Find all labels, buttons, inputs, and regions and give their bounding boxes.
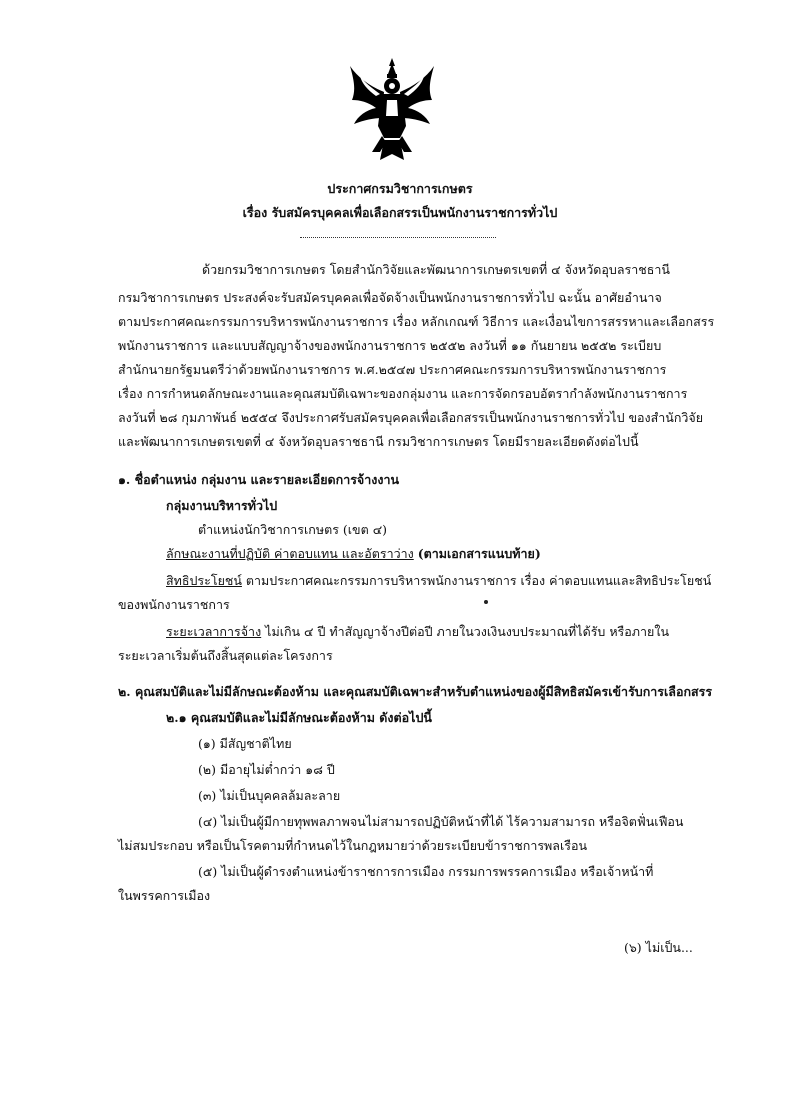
- duties-label: ลักษณะงานที่ปฏิบัติ ค่าตอบแทน และอัตราว่าง: [166, 546, 414, 561]
- job-position: ตำแหน่งนักวิชาการเกษตร (เขต ๔): [198, 522, 388, 537]
- intro-line: เรื่อง การกำหนดลักษณะงานและคุณสมบัติเฉพาะของกลุ่มงาน และการจัดกรอบอัตรากำลังพนักงานราชการ: [118, 386, 688, 401]
- benefits-line: [166, 573, 711, 589]
- period-text: ไม่เกิน ๔ ปี ทำสัญญาจ้างปีต่อปี ภายในวงเงินงบประมาณที่ได้รับ หรือภายใน: [265, 624, 670, 639]
- page-continuation: (๖) ไม่เป็น...: [624, 940, 693, 955]
- stray-dot: [484, 600, 488, 604]
- duties-line: [166, 546, 541, 562]
- intro-line: กรมวิชาการเกษตร ประสงค์จะรับสมัครบุคคลเพื่อจัดจ้างเป็นพนักงานราชการทั่วไป ฉะนั้น อาศัยอำนาจ: [118, 290, 662, 305]
- qualification-item-cont: ไม่สมประกอบ หรือเป็นโรคตามที่กำหนดไว้ในกฎหมายว่าด้วยระเบียบข้าราชการพลเรือน: [118, 838, 588, 853]
- benefits-label: สิทธิประโยชน์: [166, 573, 242, 588]
- section2-sub: ๒.๑ คุณสมบัติและไม่มีลักษณะต้องห้าม ดังต่อไปนี้: [166, 710, 432, 725]
- section1-heading: ๑. ชื่อตำแหน่ง กลุ่มงาน และรายละเอียดการจ้างงาน: [118, 472, 400, 487]
- header-divider: [300, 237, 496, 238]
- period-line: [166, 624, 669, 640]
- benefits-text: ตามประกาศคณะกรรมการบริหารพนักงานราชการ เรื่อง ค่าตอบแทนและสิทธิประโยชน์: [245, 573, 712, 588]
- section2-heading: ๒. คุณสมบัติและไม่มีลักษณะต้องห้าม และคุณสมบัติเฉพาะสำหรับตำแหน่งของผู้มีสิทธิสมัครเข้ารับการเลือกสรร: [118, 684, 713, 699]
- qualification-item: (๓) ไม่เป็นบุคคลล้มละลาย: [198, 788, 341, 803]
- qualification-item-cont: ในพรรคการเมือง: [118, 888, 211, 903]
- qualification-item: (๔) ไม่เป็นผู้มีกายทุพพลภาพจนไม่สามารถปฏิบัติหน้าที่ได้ ไร้ความสามารถ หรือจิตฟั่นเฟือน: [198, 814, 684, 829]
- qualification-item: (๕) ไม่เป็นผู้ดำรงตำแหน่งข้าราชการการเมือง กรรมการพรรคการเมือง หรือเจ้าหน้าที่: [198, 864, 654, 879]
- qualification-item: (๑) มีสัญชาติไทย: [198, 736, 292, 751]
- period-text-cont: ระยะเวลาเริ่มต้นถึงสิ้นสุดแต่ละโครงการ: [118, 648, 333, 663]
- intro-line: พนักงานราชการ และแบบสัญญาจ้างของพนักงานราชการ ๒๕๕๒ ลงวันที่ ๑๑ กันยายน ๒๕๕๒ ระเบียบ: [118, 338, 662, 353]
- intro-line: และพัฒนาการเกษตรเขตที่ ๔ จังหวัดอุบลราชธานี กรมวิชาการเกษตร โดยมีรายละเอียดดังต่อไปนี้: [118, 434, 639, 449]
- intro-line: สำนักนายกรัฐมนตรีว่าด้วยพนักงานราชการ พ.ศ.๒๕๔๗ ประกาศคณะกรรมการบริหารพนักงานราชการ: [118, 362, 667, 377]
- job-group: กลุ่มงานบริหารทั่วไป: [166, 498, 278, 513]
- garuda-emblem-icon: [346, 56, 438, 164]
- period-label: ระยะเวลาการจ้าง: [166, 624, 262, 639]
- document-title: ประกาศกรมวิชาการเกษตร: [327, 181, 473, 196]
- document-subject: เรื่อง รับสมัครบุคคลเพื่อเลือกสรรเป็นพนักงานราชการทั่วไป: [242, 205, 558, 220]
- duties-note: (ตามเอกสารแนบท้าย): [417, 546, 541, 561]
- benefits-text-cont: ของพนักงานราชการ: [118, 597, 230, 612]
- intro-line: ด้วยกรมวิชาการเกษตร โดยสำนักวิจัยและพัฒนาการเกษตรเขตที่ ๔ จังหวัดอุบลราชธานี: [202, 262, 670, 277]
- qualification-item: (๒) มีอายุไม่ต่ำกว่า ๑๘ ปี: [198, 762, 335, 777]
- intro-line: ลงวันที่ ๒๘ กุมภาพันธ์ ๒๕๕๔ จึงประกาศรับสมัครบุคคลเพื่อเลือกสรรเป็นพนักงานราชการทั่วไป ของสำนักวิจัย: [118, 410, 704, 425]
- intro-line: ตามประกาศคณะกรรมการบริหารพนักงานราชการ เรื่อง หลักเกณฑ์ วิธีการ และเงื่อนไขการสรรหาและเลือกสรร: [118, 314, 715, 329]
